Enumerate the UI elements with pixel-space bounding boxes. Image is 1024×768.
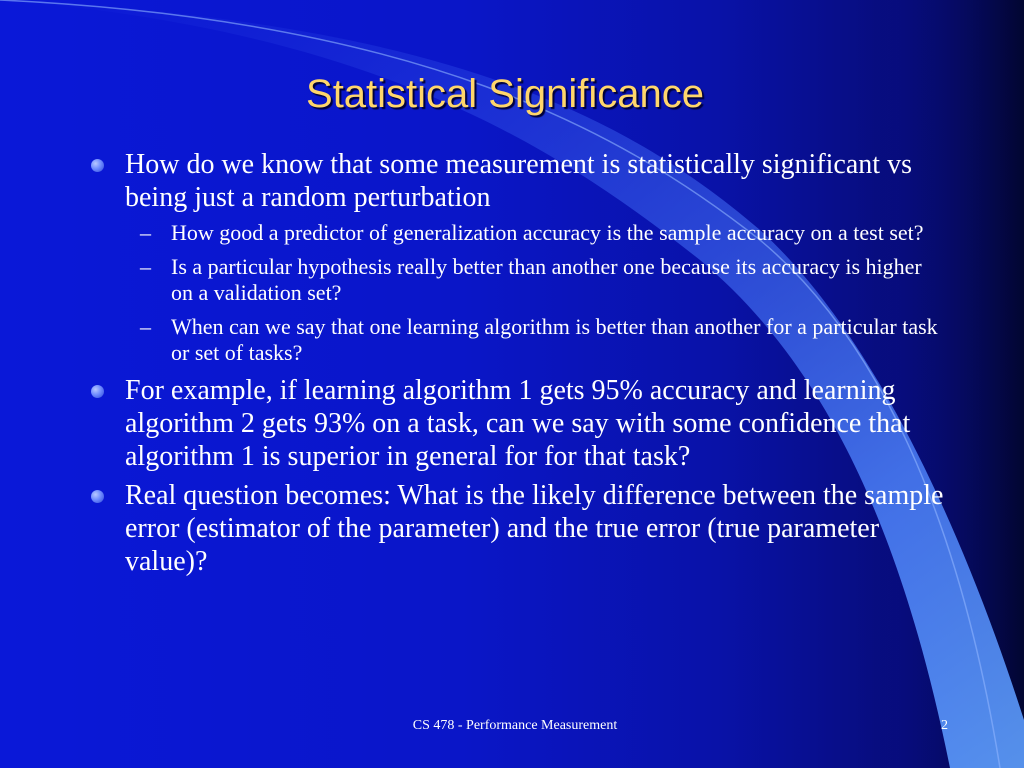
bullet-item bbox=[88, 479, 948, 578]
dash-icon: – bbox=[140, 220, 151, 245]
bullet-text: How do we know that some measurement is statistically significant vs being just a random perturbation bbox=[125, 149, 912, 213]
bullet-item bbox=[88, 374, 948, 473]
dash-icon: – bbox=[140, 254, 151, 279]
sub-bullet-text: When can we say that one learning algorithm is better than another for a particular task or set of tasks? bbox=[171, 314, 938, 365]
dash-icon: – bbox=[140, 314, 151, 339]
bullet-icon bbox=[91, 490, 104, 503]
bullet-icon bbox=[91, 159, 104, 172]
sub-bullet-text: How good a predictor of generalization accuracy is the sample accuracy on a test set? bbox=[171, 220, 924, 245]
slide-content bbox=[88, 148, 948, 584]
sub-bullet-text: Is a particular hypothesis really better than another one because its accuracy is higher on a validation set? bbox=[171, 254, 922, 305]
footer-course-label: CS 478 - Performance Measurement bbox=[412, 718, 618, 733]
sub-bullet-item bbox=[88, 254, 948, 306]
bullet-icon bbox=[91, 385, 104, 398]
bullet-text: Real question becomes: What is the likely difference between the sample error (estimator of the parameter) and the true error (true parameter value)? bbox=[125, 480, 944, 577]
bullet-text: For example, if learning algorithm 1 gets 95% accuracy and learning algorithm 2 gets 93% on a task, can we say with some confidence that algorithm 1 is superior in general for for that task? bbox=[125, 375, 911, 472]
bullet-item bbox=[88, 148, 948, 214]
slide-title: Statistical Significance bbox=[306, 72, 704, 116]
sub-bullet-item bbox=[88, 314, 948, 366]
sub-bullet-item bbox=[88, 220, 948, 246]
page-number: 2 bbox=[941, 718, 948, 733]
